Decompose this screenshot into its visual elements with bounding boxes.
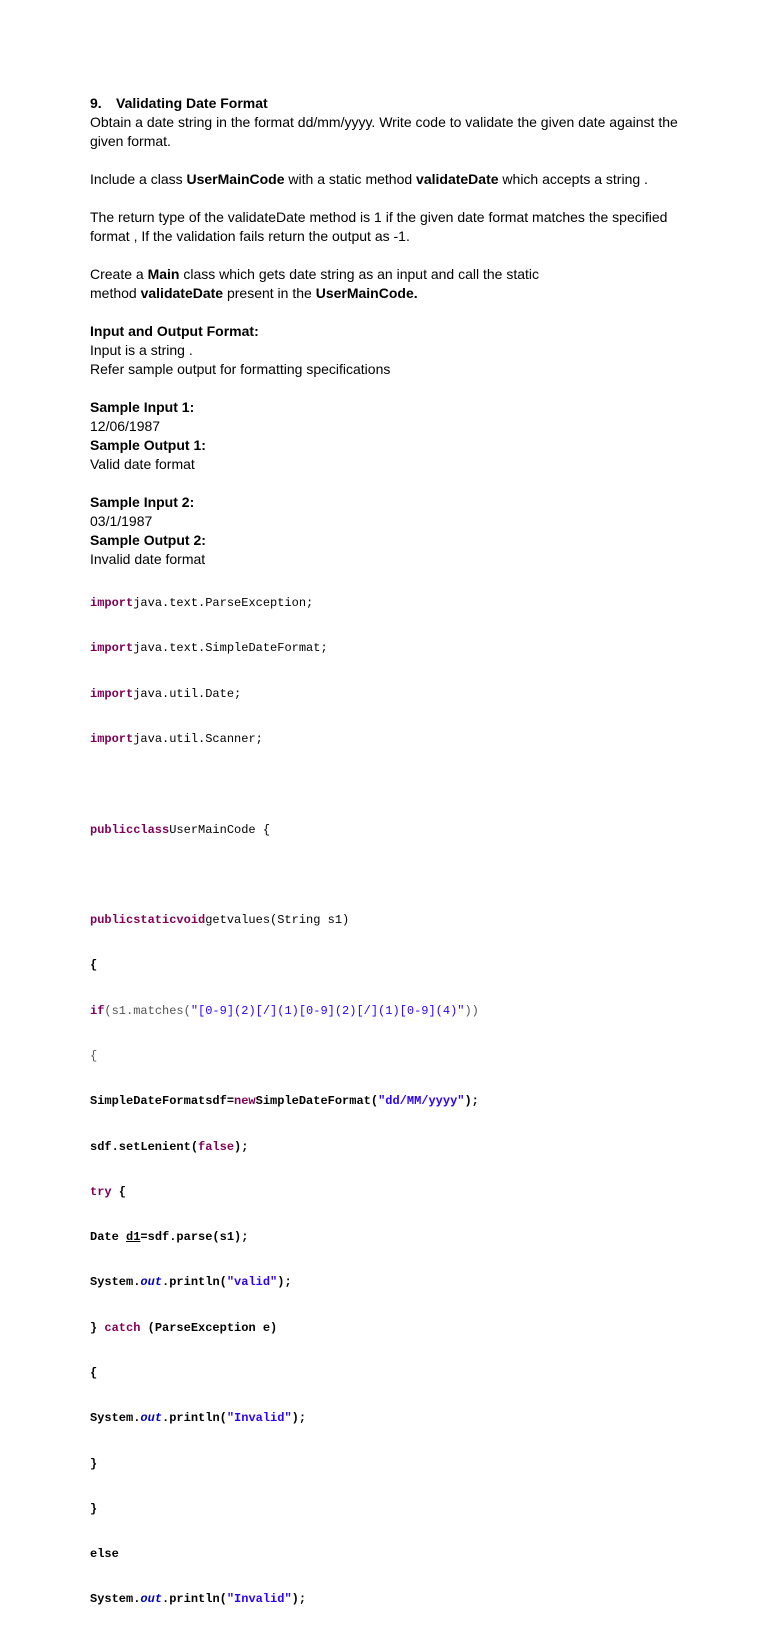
- question-intro: Obtain a date string in the format dd/mm/yyyy. Write code to validate the given date against the given format.: [90, 114, 678, 149]
- code-line: if(s1.matches("[0-9](2)[/](1)[0-9](2)[/](1)[0-9](4)")): [90, 1003, 479, 1018]
- io-heading: Input and Output Format:: [90, 323, 259, 339]
- question-text: [90, 94, 690, 569]
- sample-output-2: Invalid date format: [90, 551, 206, 567]
- main-usermaincode: UserMainCode.: [315, 285, 418, 301]
- class-name: UserMainCode: [186, 171, 285, 187]
- class-requirement: [90, 170, 690, 189]
- code-line: } catch (ParseException e): [90, 1320, 278, 1335]
- code-line: {: [90, 958, 98, 973]
- code-line: {: [90, 1049, 98, 1063]
- code-line: importjava.util.Date;: [90, 686, 242, 701]
- code-line: publicstaticvoidgetvalues(String s1): [90, 913, 350, 928]
- code-line: }: [90, 1501, 98, 1516]
- main-line-method: method: [90, 285, 141, 301]
- code-line: importjava.text.SimpleDateFormat;: [90, 641, 328, 656]
- code-listing: [90, 566, 690, 1638]
- question-title: Validating Date Format: [116, 95, 268, 111]
- code-line: System.out.println("Invalid");: [90, 1411, 307, 1426]
- code-line: System.out.println("Invalid");: [90, 1592, 307, 1607]
- question-heading: [90, 94, 690, 113]
- sample-output-1-label: Sample Output 1:: [90, 437, 206, 453]
- sample-output-1: Valid date format: [90, 456, 195, 472]
- code-line: importjava.text.ParseException;: [90, 596, 314, 611]
- main-line-pre: Create a: [90, 266, 148, 282]
- io-line-1: Input is a string .: [90, 342, 193, 358]
- sample-output-2-label: Sample Output 2:: [90, 532, 206, 548]
- main-requirement-1: [90, 265, 690, 284]
- main-line-present: present in the: [223, 285, 316, 301]
- code-line: sdf.setLenient(false);: [90, 1139, 249, 1154]
- return-requirement: The return type of the validateDate method is 1 if the given date format matches the specified format , If the validation fails return the output as -1.: [90, 209, 668, 244]
- class-line-pre: Include a class: [90, 171, 187, 187]
- code-line: {: [90, 1365, 98, 1380]
- code-line: else: [90, 1547, 119, 1562]
- code-line: try {: [90, 1184, 127, 1199]
- method-name: validateDate: [416, 171, 499, 187]
- code-line: publicclassUserMainCode {: [90, 822, 271, 837]
- question-number: 9.: [90, 95, 102, 111]
- sample-input-1: 12/06/1987: [90, 418, 161, 434]
- sample-input-1-label: Sample Input 1:: [90, 399, 195, 415]
- code-line: System.out.println("valid");: [90, 1275, 292, 1290]
- main-requirement-2: [90, 284, 690, 303]
- code-line: }: [90, 1456, 98, 1471]
- class-line-mid: with a static method: [284, 171, 417, 187]
- code-line: importjava.util.Scanner;: [90, 732, 263, 747]
- io-line-2: Refer sample output for formatting specifications: [90, 361, 391, 377]
- code-line: SimpleDateFormatsdf=newSimpleDateFormat("dd/MM/yyyy");: [90, 1094, 479, 1109]
- sample-input-2-label: Sample Input 2:: [90, 494, 195, 510]
- main-method-name: validateDate: [140, 285, 224, 301]
- code-line: Date d1=sdf.parse(s1);: [90, 1230, 249, 1245]
- sample-input-2: 03/1/1987: [90, 513, 153, 529]
- main-line-mid: class which gets date string as an input and call the static: [179, 266, 540, 282]
- class-line-post: which accepts a string .: [498, 171, 648, 187]
- main-class-name: Main: [147, 266, 180, 282]
